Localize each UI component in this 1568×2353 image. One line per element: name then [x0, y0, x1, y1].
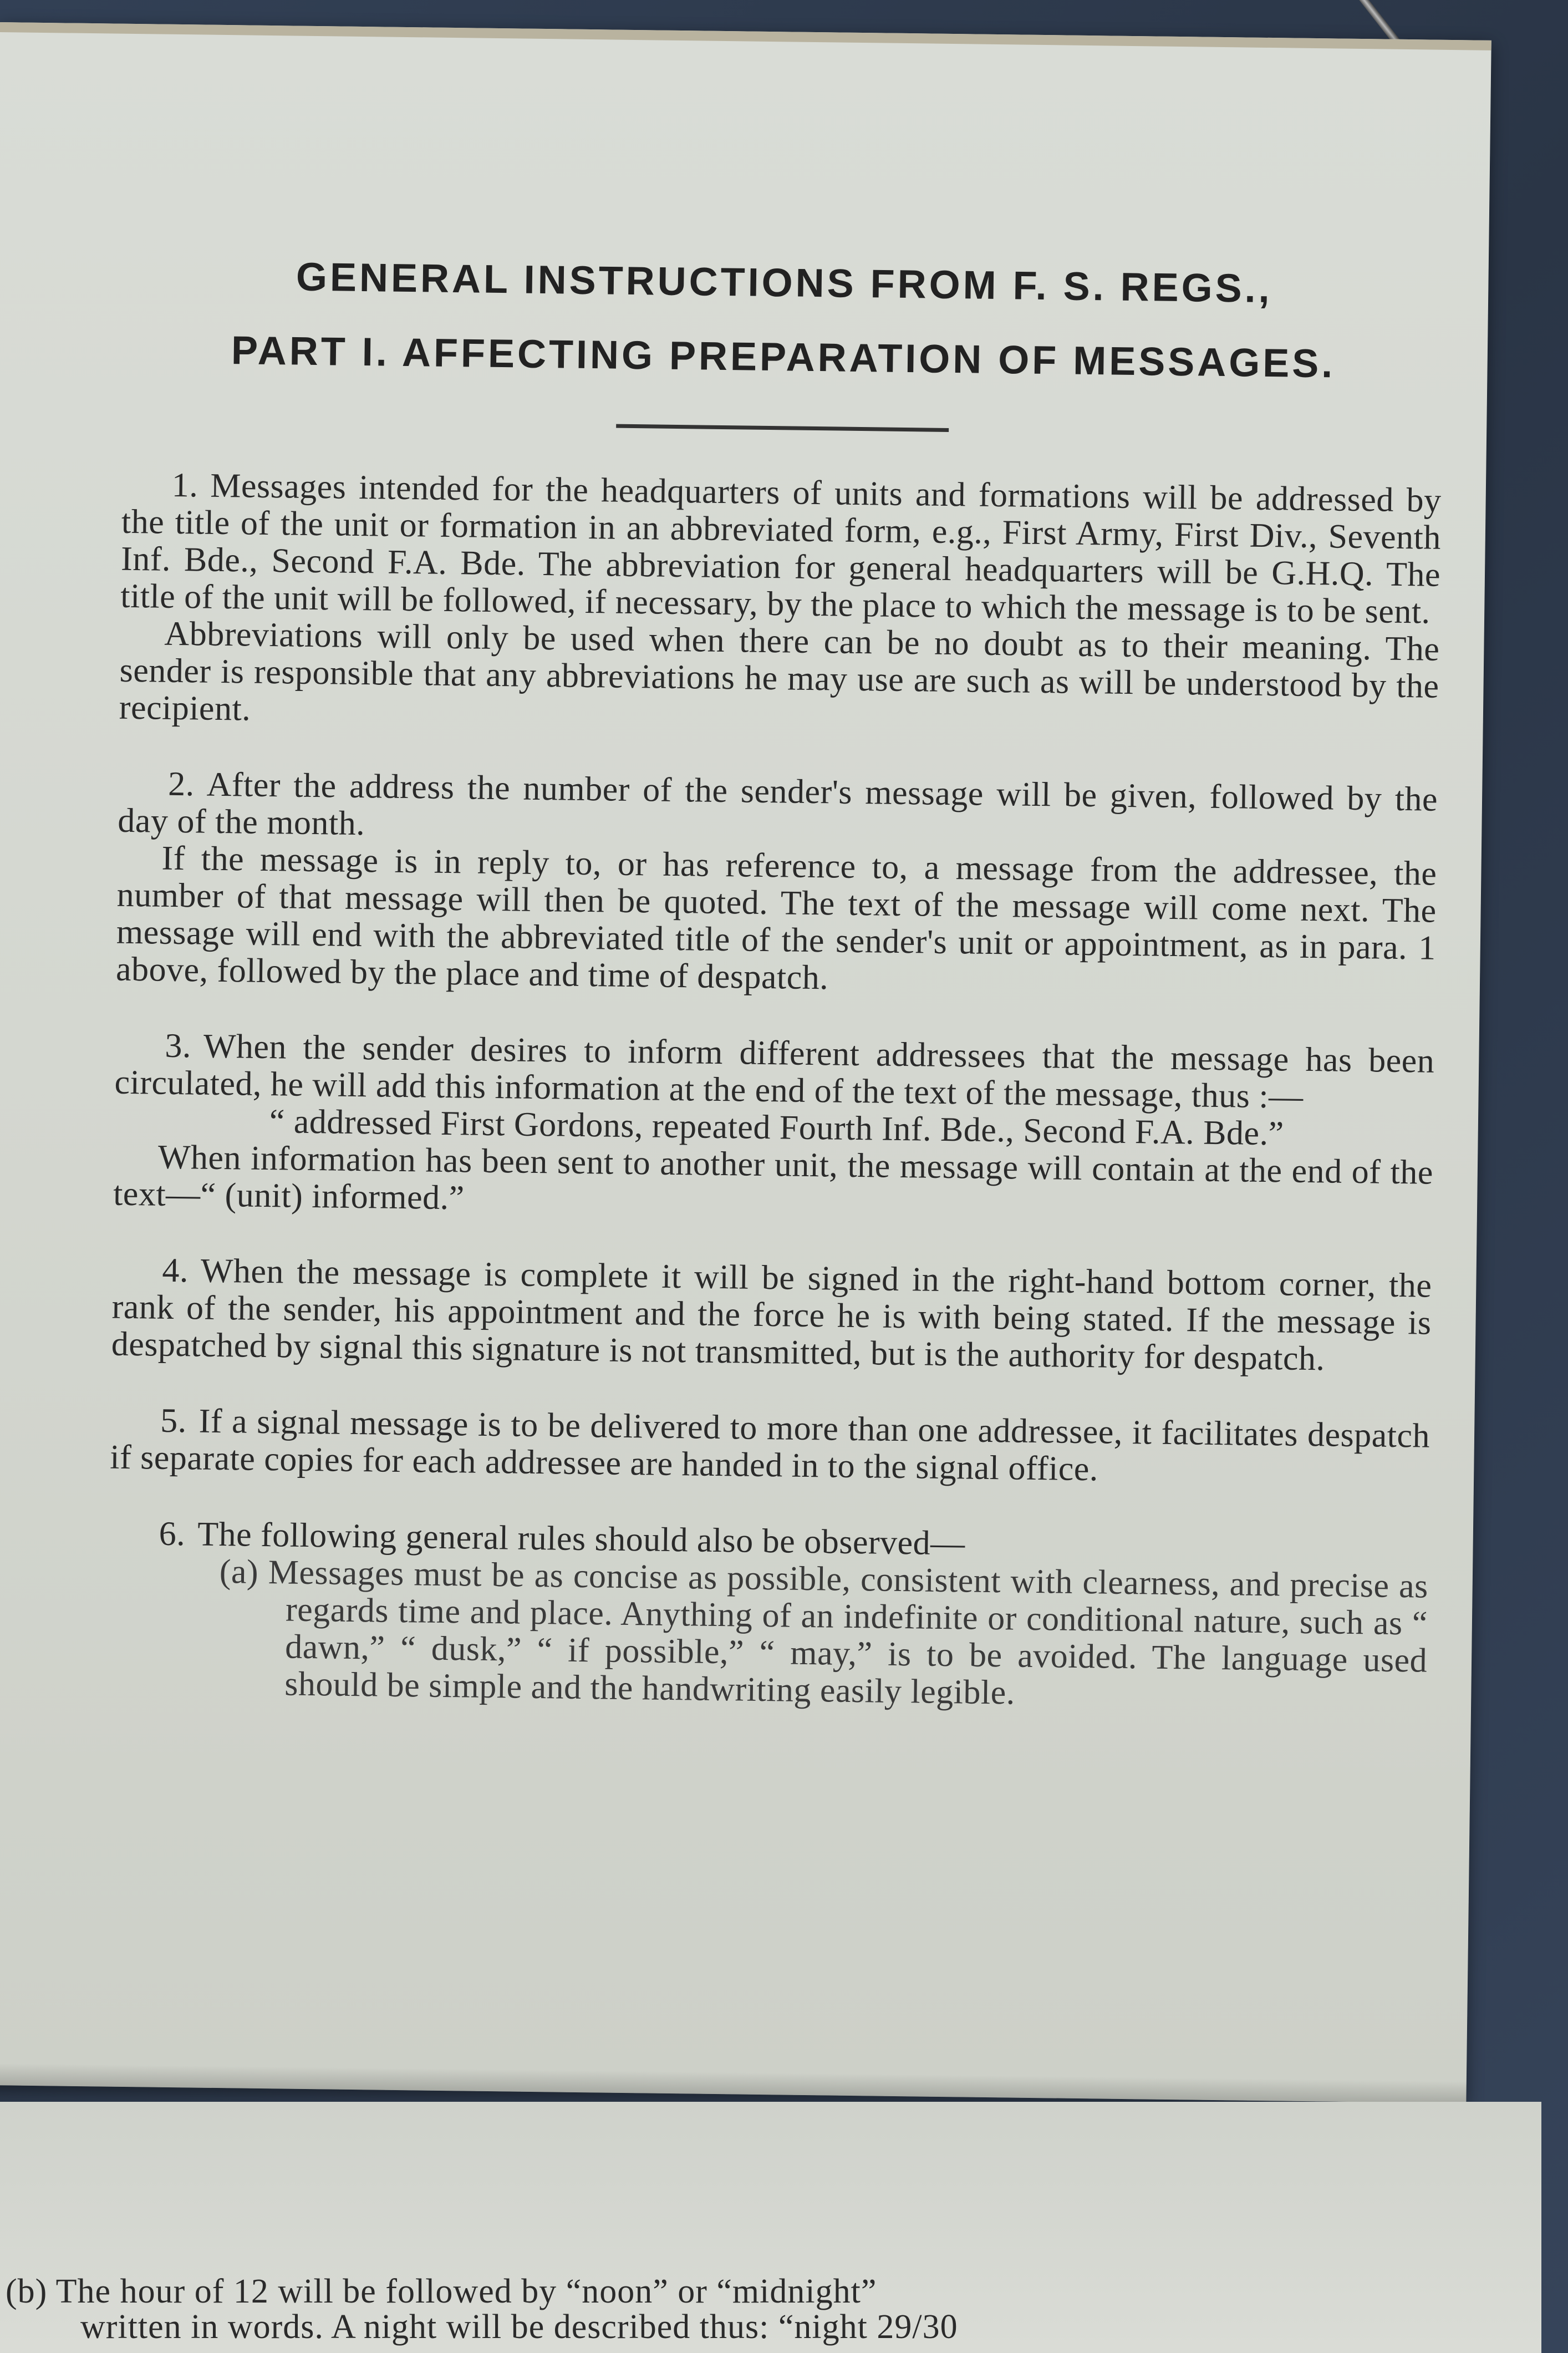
section-5: [110, 1401, 1430, 1492]
document-subtitle: PART I. AFFECTING PREPARATION OF MESSAGES.: [231, 328, 1336, 387]
section-text: The following general rules should also be observed—: [197, 1515, 966, 1563]
page-top-edge: [0, 22, 1491, 50]
section-text: When the message is complete it will be signed in the right-hand bottom corner, the rank of the sender, his appointment and the force he is with being stated. If the message is despatched by signal this signature is not transmitted, but is the authority for despatch.: [111, 1252, 1432, 1378]
section-text: After the address the number of the sender's message will be given, followed by the day of the month.: [118, 765, 1438, 842]
section-text: If a signal message is to be delivered to more than one addressee, it facilitates despatch if separate copies for each addressee are handed in to the signal office.: [109, 1402, 1430, 1488]
next-page-text: [6, 2274, 1536, 2345]
section-1-paragraph: [120, 466, 1442, 631]
section-2: [116, 765, 1438, 1004]
document-title: GENERAL INSTRUCTIONS FROM F. S. REGS.,: [296, 255, 1273, 312]
next-page-line-1: (b) The hour of 12 will be followed by “noon” or “midnight”: [6, 2273, 877, 2310]
section-2-continuation: If the message is in reply to, or has reference to, a message from the addressee, the number of that message will then be quoted. The text of the message will come next. The message will end with the abbreviated title of the sender's unit or appointment, as in para. 1 above, followed by the place and time of despatch.: [115, 839, 1437, 997]
section-1: [119, 466, 1442, 743]
section-6-sub-item-a: (a) Messages must be as concise as possible, consistent with clearness, and precise as regards time and place. Anything of an indefinite or conditional nature, such as “ dawn,” “ dusk,” “ if possible,” “ may,” is to be avoided. The language used should be simple and the handwriting easily legible.: [219, 1552, 1429, 1712]
section-4: [111, 1251, 1432, 1379]
section-1-continuation: Abbreviations will only be used when there can be no doubt as to their meaning. The sender is responsible that any abbreviations he may use are such as will be understood by the recipient.: [119, 614, 1440, 728]
section-3: [113, 1026, 1435, 1228]
section-number: 3.: [165, 1026, 192, 1065]
section-number: 1.: [171, 466, 198, 505]
section-3-continuation: When information has been sent to another unit, the message will contain at the end of the text—“ (unit) informed.”: [113, 1138, 1434, 1217]
page-content: [106, 251, 1444, 1756]
next-page: [0, 2102, 1541, 2353]
section-number: 2.: [167, 765, 195, 804]
section-5-paragraph: [110, 1401, 1430, 1492]
section-text: Messages intended for the headquarters of units and formations will be addressed by the title of the unit or formation in an abbreviated form, e.g., First Army, First Div., Seventh Inf. Bde., Second F.A. Bde. The abbreviation for general headquarters will be G.H.Q. The title of the unit will be followed, if necessary, by the place to which the message is to be sent.: [120, 466, 1442, 631]
section-text: When the sender desires to inform different addressees that the message has been circulated, he will add this information at the end of the text of the message, thus :—: [114, 1027, 1435, 1116]
section-6: [107, 1515, 1429, 1716]
section-number: 4.: [162, 1251, 189, 1290]
page-bottom-shadow: [0, 2063, 1467, 2103]
title-rule: [616, 424, 949, 431]
next-page-line-2: written in words. A night will be described thus: “night 29/30: [80, 2308, 958, 2346]
document-page: [0, 22, 1491, 2103]
section-number: 5.: [160, 1401, 187, 1440]
section-3-quote: “ addressed First Gordons, repeated Fourth Inf. Bde., Second F.A. Bde.”: [269, 1102, 1285, 1153]
section-number: 6.: [159, 1515, 186, 1553]
section-4-paragraph: [111, 1251, 1432, 1379]
